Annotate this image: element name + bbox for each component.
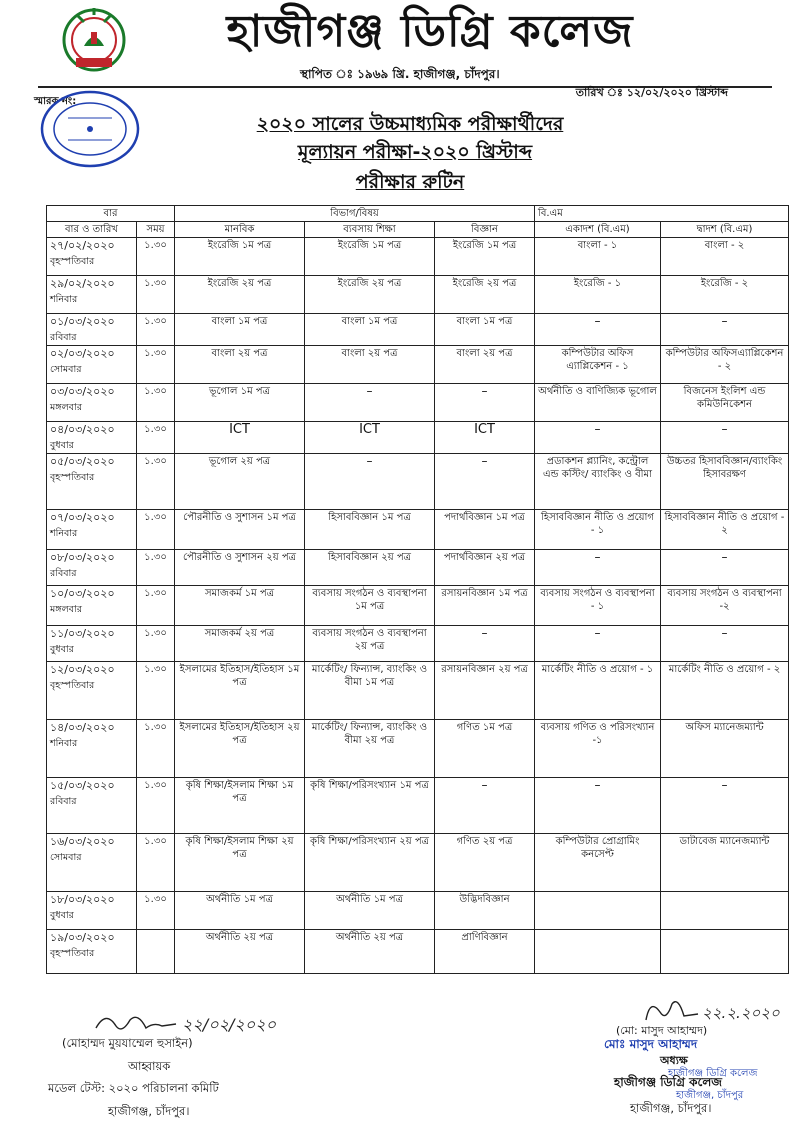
cell-humanities: ভূগোল ১ম পত্র — [175, 384, 305, 422]
col-date: বার ও তারিখ — [47, 222, 137, 238]
exam-date: ২৭/০২/২০২০ — [50, 239, 115, 252]
cell-date — [47, 454, 137, 510]
table-row — [47, 238, 789, 276]
left-signature-date: ২২/০২/২০২০ — [182, 1015, 277, 1034]
cell-date — [47, 314, 137, 346]
table-row — [47, 422, 789, 454]
left-signatory-role: আহ্বায়ক — [128, 1059, 171, 1073]
exam-date: ০৪/০৩/২০২০ — [50, 423, 115, 436]
cell-time: ১.৩০ — [137, 314, 175, 346]
cell-business: ইংরেজি ১ম পত্র — [305, 238, 435, 276]
cell-business: ব্যবসায় সংগঠন ও ব্যবস্থাপনা ২য় পত্র — [305, 626, 435, 662]
cell-humanities: অর্থনীতি ২য় পত্র — [175, 930, 305, 974]
cell-time: ১.৩০ — [137, 778, 175, 834]
cell-date — [47, 346, 137, 384]
cell-humanities: ICT — [175, 422, 305, 454]
exam-day: মঙ্গলবার — [50, 604, 82, 615]
cell-date — [47, 510, 137, 550]
cell-time: ১.৩০ — [137, 892, 175, 930]
cell-science: পদার্থবিজ্ঞান ১ম পত্র — [435, 510, 535, 550]
exam-date: ১৮/০৩/২০২০ — [50, 893, 115, 906]
cell-bm-12: – — [661, 778, 789, 834]
exam-day: বুধবার — [50, 644, 74, 655]
cell-bm-11: – — [535, 550, 661, 586]
cell-time: ১.৩০ — [137, 454, 175, 510]
cell-humanities: বাংলা ২য় পত্র — [175, 346, 305, 384]
right-stamp-place: হাজীগঞ্জ, চাঁদপুর — [676, 1090, 744, 1101]
cell-business: বাংলা ২য় পত্র — [305, 346, 435, 384]
exam-date: ১৫/০৩/২০২০ — [50, 779, 115, 792]
cell-bm-12: বিজনেস ইংলিশ এন্ড কমিউনিকেশন — [661, 384, 789, 422]
cell-date — [47, 626, 137, 662]
cell-time: ১.৩০ — [137, 510, 175, 550]
exam-day: মঙ্গলবার — [50, 402, 82, 413]
cell-business: মার্কেটিং/ ফিন্যান্স, ব্যাংকিং ও বীমা ২য় পত্র — [305, 720, 435, 778]
college-logo — [58, 6, 130, 72]
cell-bm-11: ইংরেজি - ১ — [535, 276, 661, 314]
cell-humanities: পৌরনীতি ও সুশাসন ২য় পত্র — [175, 550, 305, 586]
cell-bm-11: বাংলা - ১ — [535, 238, 661, 276]
table-body — [47, 238, 789, 974]
table-row — [47, 662, 789, 720]
exam-date: ০৮/০৩/২০২০ — [50, 551, 115, 564]
cell-bm-12: – — [661, 626, 789, 662]
col-science: বিজ্ঞান — [435, 222, 535, 238]
cell-bm-12: ব্যবসায় সংগঠন ও ব্যবস্থাপনা -২ — [661, 586, 789, 626]
cell-time: ১.৩০ — [137, 238, 175, 276]
cell-science: বাংলা ২য় পত্র — [435, 346, 535, 384]
cell-business: হিসাববিজ্ঞান ১ম পত্র — [305, 510, 435, 550]
cell-science: – — [435, 626, 535, 662]
exam-day: রবিবার — [50, 796, 77, 807]
cell-time: ১.৩০ — [137, 422, 175, 454]
cell-bm-11: প্রডাকশন প্ল্যানিং, কন্ট্রোল এন্ড কস্টিং/ ব্যাংকিং ও বীমা — [535, 454, 661, 510]
cell-humanities: কৃষি শিক্ষা/ইসলাম শিক্ষা ১ম পত্র — [175, 778, 305, 834]
right-stamp-college: হাজীগঞ্জ ডিগ্রি কলেজ — [668, 1068, 758, 1079]
cell-science: উদ্ভিদবিজ্ঞান — [435, 892, 535, 930]
exam-date: ১৬/০৩/২০২০ — [50, 835, 115, 848]
left-signatory-place: হাজীগঞ্জ, চাঁদপুর। — [108, 1104, 190, 1118]
cell-bm-12: বাংলা - ২ — [661, 238, 789, 276]
exam-date: ১১/০৩/২০২০ — [50, 627, 115, 640]
cell-bm-12: মার্কেটিং নীতি ও প্রয়োগ - ২ — [661, 662, 789, 720]
cell-bm-11: – — [535, 314, 661, 346]
table-row — [47, 550, 789, 586]
cell-bm-11: ব্যবসায় সংগঠন ও ব্যবস্থাপনা - ১ — [535, 586, 661, 626]
cell-date — [47, 778, 137, 834]
cell-time: ১.৩০ — [137, 626, 175, 662]
cell-bm-12 — [661, 892, 789, 930]
table-row — [47, 720, 789, 778]
cell-science: গণিত ২য় পত্র — [435, 834, 535, 892]
exam-day: সোমবার — [50, 852, 82, 863]
col-humanities: মানবিক — [175, 222, 305, 238]
cell-date — [47, 834, 137, 892]
table-row — [47, 454, 789, 510]
cell-date — [47, 384, 137, 422]
memo-label: স্মারক নং: — [34, 96, 77, 107]
cell-time: ১.৩০ — [137, 834, 175, 892]
cell-business: – — [305, 384, 435, 422]
exam-day: সোমবার — [50, 364, 82, 375]
col-time: সময় — [137, 222, 175, 238]
cell-humanities: পৌরনীতি ও সুশাসন ১ম পত্র — [175, 510, 305, 550]
cell-bm-12: অফিস ম্যানেজম্যান্ট — [661, 720, 789, 778]
left-signatory-name: (মোহাম্মদ মুয়যাম্মেল হুসাইন) — [62, 1036, 193, 1050]
cell-bm-11 — [535, 892, 661, 930]
table-header-row-1 — [47, 206, 789, 222]
cell-science: ইংরেজি ১ম পত্র — [435, 238, 535, 276]
cell-time: ১.৩০ — [137, 662, 175, 720]
right-signature-date: ২২.২.২০২০ — [702, 1004, 780, 1022]
exam-date: ১০/০৩/২০২০ — [50, 587, 115, 600]
cell-business: কৃষি শিক্ষা/পরিসংখ্যান ১ম পত্র — [305, 778, 435, 834]
exam-day: শনিবার — [50, 528, 78, 539]
cell-bm-11: অর্থনীতি ও বাণিজ্যিক ভূগোল — [535, 384, 661, 422]
cell-date — [47, 550, 137, 586]
cell-science: – — [435, 454, 535, 510]
exam-day: বুধবার — [50, 440, 74, 451]
cell-humanities: ভূগোল ২য় পত্র — [175, 454, 305, 510]
cell-science: – — [435, 778, 535, 834]
table-row — [47, 314, 789, 346]
table-row — [47, 892, 789, 930]
cell-humanities: অর্থনীতি ১ম পত্র — [175, 892, 305, 930]
cell-date — [47, 892, 137, 930]
table-header-row-2 — [47, 222, 789, 238]
cell-business: হিসাববিজ্ঞান ২য় পত্র — [305, 550, 435, 586]
cell-date — [47, 930, 137, 974]
exam-day: রবিবার — [50, 568, 77, 579]
cell-humanities: কৃষি শিক্ষা/ইসলাম শিক্ষা ২য় পত্র — [175, 834, 305, 892]
cell-bm-11: – — [535, 422, 661, 454]
cell-business: অর্থনীতি ১ম পত্র — [305, 892, 435, 930]
cell-science: – — [435, 384, 535, 422]
cell-business: কৃষি শিক্ষা/পরিসংখ্যান ২য় পত্র — [305, 834, 435, 892]
cell-bm-11 — [535, 930, 661, 974]
col-business: ব্যবসায় শিক্ষা — [305, 222, 435, 238]
cell-humanities: সমাজকর্ম ২য় পত্র — [175, 626, 305, 662]
cell-bm-11: – — [535, 626, 661, 662]
exam-date: ০৭/০৩/২০২০ — [50, 511, 115, 524]
exam-date: ০২/০৩/২০২০ — [50, 347, 115, 360]
exam-date: ০৩/০৩/২০২০ — [50, 385, 115, 398]
cell-bm-12: ইংরেজি - ২ — [661, 276, 789, 314]
cell-date — [47, 276, 137, 314]
cell-date — [47, 720, 137, 778]
cell-date — [47, 422, 137, 454]
cell-science: ইংরেজি ২য় পত্র — [435, 276, 535, 314]
exam-day: বৃহস্পতিবার — [50, 680, 95, 691]
cell-science: গণিত ১ম পত্র — [435, 720, 535, 778]
cell-business: মার্কেটিং/ ফিন্যান্স, ব্যাংকিং ও বীমা ১ম পত্র — [305, 662, 435, 720]
college-seal-stamp — [38, 88, 142, 170]
cell-bm-11: হিসাববিজ্ঞান নীতি ও প্রয়োগ - ১ — [535, 510, 661, 550]
title-line-1: ২০২০ সালের উচ্চমাধ্যমিক পরীক্ষার্থীদের — [256, 113, 564, 135]
col-bm-11: একাদশ (বি.এম) — [535, 222, 661, 238]
title-line-2: মূল্যায়ন পরীক্ষা-২০২০ খ্রিস্টাব্দ — [297, 141, 533, 163]
established-line: স্থাপিত ঃ ১৯৬৯ খ্রি. হাজীগঞ্জ, চাঁদপুর। — [300, 67, 500, 81]
cell-time: ১.৩০ — [137, 276, 175, 314]
cell-time: ১.৩০ — [137, 346, 175, 384]
right-signatory-college: হাজীগঞ্জ ডিগ্রি কলেজ — [614, 1075, 723, 1089]
table-row — [47, 834, 789, 892]
cell-time: ১.৩০ — [137, 550, 175, 586]
cell-bm-12 — [661, 930, 789, 974]
cell-humanities: ইসলামের ইতিহাস/ইতিহাস ২য় পত্র — [175, 720, 305, 778]
title-line-3: পরীক্ষার রুটিন — [355, 171, 465, 193]
exam-routine-table — [46, 205, 789, 974]
exam-day: বৃহস্পতিবার — [50, 256, 95, 267]
table-row — [47, 930, 789, 974]
cell-bm-12: কম্পিউটার অফিসএ্যাপ্লিকেশন - ২ — [661, 346, 789, 384]
table-row — [47, 346, 789, 384]
table-row — [47, 778, 789, 834]
cell-bm-12: ডাটাবেজ ম্যানেজম্যান্ট — [661, 834, 789, 892]
right-signatory-role: অধ্যক্ষ — [660, 1054, 688, 1067]
header-bar: বার — [47, 206, 175, 222]
cell-date — [47, 586, 137, 626]
exam-date: ০১/০৩/২০২০ — [50, 315, 115, 328]
cell-humanities: ইংরেজি ২য় পত্র — [175, 276, 305, 314]
exam-date: ২৯/০২/২০২০ — [50, 277, 115, 290]
cell-bm-11: কম্পিউটার অফিস এ্যাপ্লিকেশন - ১ — [535, 346, 661, 384]
cell-science: পদার্থবিজ্ঞান ২য় পত্র — [435, 550, 535, 586]
cell-bm-11: – — [535, 778, 661, 834]
exam-date: ১৯/০৩/২০২০ — [50, 931, 115, 944]
cell-bm-11: মার্কেটিং নীতি ও প্রয়োগ - ১ — [535, 662, 661, 720]
right-signatory-name: (মো: মাসুদ আহাম্মদ) — [616, 1024, 708, 1037]
cell-humanities: বাংলা ১ম পত্র — [175, 314, 305, 346]
cell-science: প্রাণিবিজ্ঞান — [435, 930, 535, 974]
cell-bm-12: – — [661, 314, 789, 346]
col-bm-12: দ্বাদশ (বি.এম) — [661, 222, 789, 238]
cell-science: বাংলা ১ম পত্র — [435, 314, 535, 346]
cell-bm-12: উচ্চতর হিসাববিজ্ঞান/ব্যাংকিং হিসাবরক্ষণ — [661, 454, 789, 510]
cell-business: ইংরেজি ২য় পত্র — [305, 276, 435, 314]
cell-business: – — [305, 454, 435, 510]
exam-date: ০৫/০৩/২০২০ — [50, 455, 115, 468]
college-name: হাজীগঞ্জ ডিগ্রি কলেজ — [226, 6, 634, 57]
cell-business: ICT — [305, 422, 435, 454]
table-row — [47, 384, 789, 422]
exam-day: বৃহস্পতিবার — [50, 472, 95, 483]
cell-bm-12: – — [661, 422, 789, 454]
left-signatory-committee: মডেল টেস্ট: ২০২০ পরিচালনা কমিটি — [48, 1081, 219, 1095]
cell-humanities: ইংরেজি ১ম পত্র — [175, 238, 305, 276]
cell-science: রসায়নবিজ্ঞান ১ম পত্র — [435, 586, 535, 626]
cell-humanities: সমাজকর্ম ১ম পত্র — [175, 586, 305, 626]
cell-business: ব্যবসায় সংগঠন ও ব্যবস্থাপনা ১ম পত্র — [305, 586, 435, 626]
cell-bm-12: হিসাববিজ্ঞান নীতি ও প্রয়োগ - ২ — [661, 510, 789, 550]
exam-day: বৃহস্পতিবার — [50, 948, 95, 959]
table-row — [47, 276, 789, 314]
header-department: বিভাগ/বিষয় — [175, 206, 535, 222]
cell-time: ১.৩০ — [137, 384, 175, 422]
cell-humanities: ইসলামের ইতিহাস/ইতিহাস ১ম পত্র — [175, 662, 305, 720]
table-row — [47, 510, 789, 550]
cell-date — [47, 238, 137, 276]
cell-science: ICT — [435, 422, 535, 454]
right-stamp-name: মোঃ মাসুদ আহাম্মদ — [604, 1037, 698, 1051]
cell-bm-11: ব্যবসায় গণিত ও পরিসংখ্যান -১ — [535, 720, 661, 778]
cell-time: ১.৩০ — [137, 720, 175, 778]
exam-day: শনিবার — [50, 738, 78, 749]
cell-time: ১.৩০ — [137, 586, 175, 626]
cell-science: রসায়নবিজ্ঞান ২য় পত্র — [435, 662, 535, 720]
table-row — [47, 586, 789, 626]
exam-day: শনিবার — [50, 294, 78, 305]
cell-date — [47, 662, 137, 720]
exam-date: ১৪/০৩/২০২০ — [50, 721, 115, 734]
right-signatory-place: হাজীগঞ্জ, চাঁদপুর। — [630, 1101, 712, 1115]
cell-bm-12: – — [661, 550, 789, 586]
exam-date: ১২/০৩/২০২০ — [50, 663, 115, 676]
left-signature-scrawl — [92, 1008, 292, 1038]
header-bm: বি.এম — [535, 206, 789, 222]
cell-business: বাংলা ১ম পত্র — [305, 314, 435, 346]
cell-time — [137, 930, 175, 974]
cell-bm-11: কম্পিউটার প্রোগ্রামিং কনসেপ্ট — [535, 834, 661, 892]
table-row — [47, 626, 789, 662]
document-date: তারিখ ঃ ১২/০২/২০২০ খ্রিস্টাব্দ — [575, 86, 728, 99]
exam-day: বুধবার — [50, 910, 74, 921]
exam-day: রবিবার — [50, 332, 77, 343]
cell-business: অর্থনীতি ২য় পত্র — [305, 930, 435, 974]
